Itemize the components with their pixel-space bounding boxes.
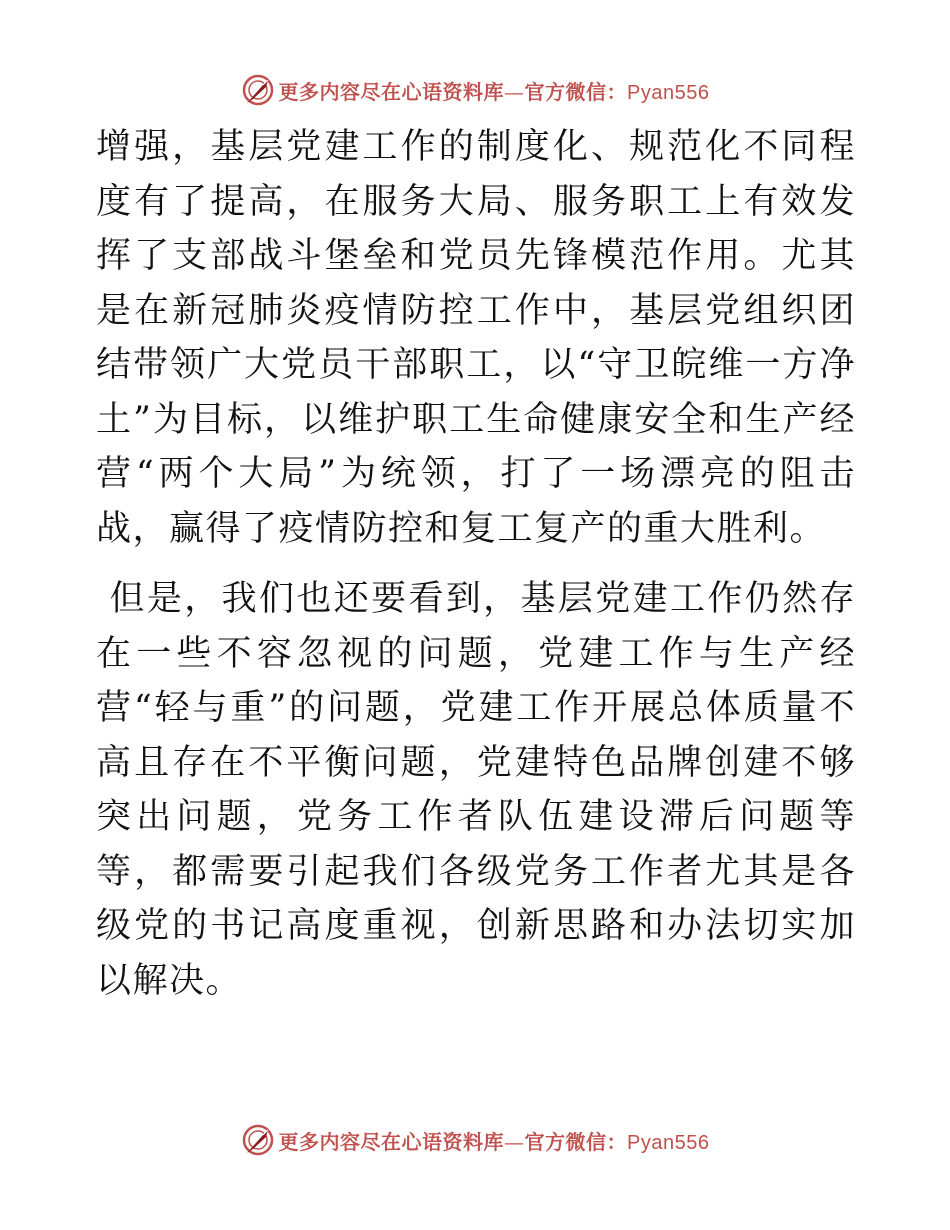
footer-contact-label: 官方微信： (524, 1129, 628, 1154)
header-banner-text (279, 76, 710, 105)
header-contact-label: 官方微信： (524, 79, 628, 104)
header-separator: — (504, 79, 525, 104)
footer-separator: — (504, 1129, 525, 1154)
body-paragraph-1: 增强，基层党建工作的制度化、规范化不同程度有了提高，在服务大局、服务职工上有效发挥了支部战斗堡垒和党员先锋模范作用。尤其是在新冠肺炎疫情防控工作中，基层党组织团结带领广大党员干部职工，以“守卫皖维一方净土”为目标，以维护职工生命健康安全和生产经营“两个大局”为统领，打了一场漂亮的阻击战，赢得了疫情防控和复工复产的重大胜利。 (96, 127, 856, 549)
quill-pen-logo-icon (241, 73, 275, 107)
quill-pen-logo-icon (241, 1123, 275, 1157)
body-paragraph-2: 但是，我们也还要看到，基层党建工作仍然存在一些不容忽视的问题，党建工作与生产经营“轻与重”的问题，党建工作开展总体质量不高且存在不平衡问题，党建特色品牌创建不够突出问题，党务工作者队伍建设滞后问题等等，都需要引起我们各级党务工作者尤其是各级党的书记高度重视，创新思路和办法切实加以解决。 (96, 579, 856, 1001)
footer-site-text: 更多内容尽在心语资料库 (278, 1129, 505, 1154)
footer-banner-text (279, 1126, 710, 1155)
header-site-text: 更多内容尽在心语资料库 (278, 79, 505, 104)
footer-banner (0, 1120, 950, 1160)
footer-contact-id: Pyan556 (627, 1131, 710, 1154)
document-body (96, 120, 856, 1008)
header-banner (0, 70, 950, 110)
header-contact-id: Pyan556 (627, 81, 710, 104)
